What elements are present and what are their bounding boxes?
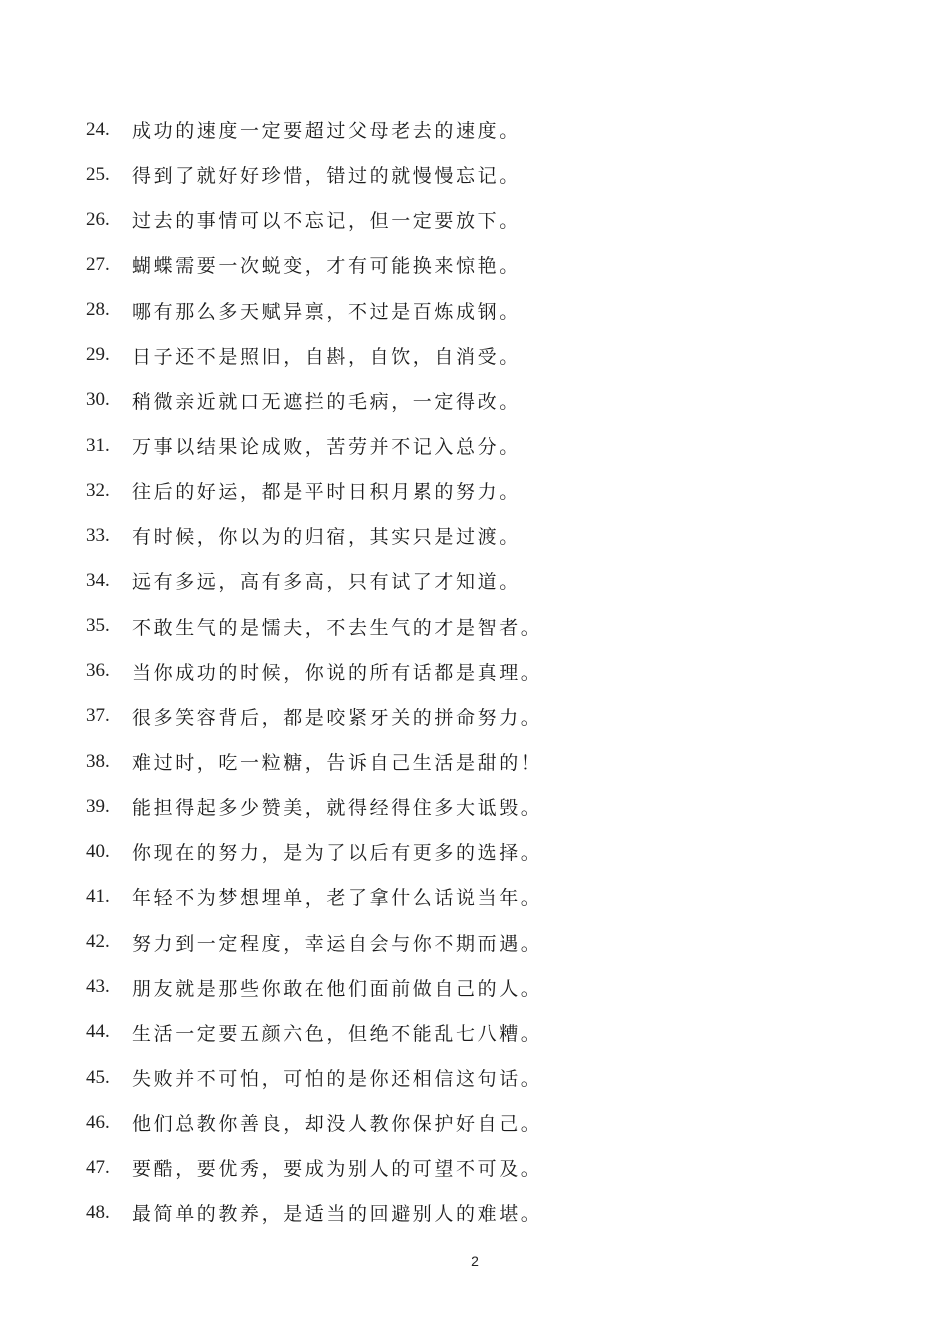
list-item bbox=[86, 920, 542, 965]
list-item bbox=[86, 513, 542, 558]
item-text: 稍微亲近就口无遮拦的毛病，一定得改。 bbox=[132, 390, 521, 413]
item-text: 成功的速度一定要超过父母老去的速度。 bbox=[132, 120, 521, 143]
item-text: 往后的好运，都是平时日积月累的努力。 bbox=[132, 481, 521, 504]
item-text: 得到了就好好珍惜，错过的就慢慢忘记。 bbox=[132, 165, 521, 188]
item-text: 远有多远，高有多高，只有试了才知道。 bbox=[132, 571, 521, 594]
item-text: 你现在的努力，是为了以后有更多的选择。 bbox=[132, 842, 543, 865]
item-number: 32. bbox=[86, 479, 110, 501]
list-item bbox=[86, 152, 542, 197]
list-item bbox=[86, 739, 542, 784]
list-item bbox=[86, 107, 542, 152]
item-text: 蝴蝶需要一次蜕变，才有可能换来惊艳。 bbox=[132, 255, 521, 278]
item-number: 44. bbox=[86, 1021, 110, 1043]
item-number: 33. bbox=[86, 524, 110, 546]
list-item bbox=[86, 604, 542, 649]
item-number: 36. bbox=[86, 660, 110, 682]
list-item bbox=[86, 784, 542, 829]
item-text: 难过时，吃一粒糖，告诉自己生活是甜的！ bbox=[132, 752, 543, 775]
item-number: 29. bbox=[86, 344, 110, 366]
item-text: 他们总教你善良，却没人教你保护好自己。 bbox=[132, 1113, 543, 1136]
item-number: 30. bbox=[86, 389, 110, 411]
list-item bbox=[86, 1190, 542, 1235]
item-number: 38. bbox=[86, 750, 110, 772]
item-text: 哪有那么多天赋异禀，不过是百炼成钢。 bbox=[132, 300, 521, 323]
item-text: 当你成功的时候，你说的所有话都是真理。 bbox=[132, 661, 543, 684]
item-number: 28. bbox=[86, 299, 110, 321]
item-number: 27. bbox=[86, 253, 110, 275]
quote-list bbox=[86, 107, 542, 1236]
item-text: 朋友就是那些你敢在他们面前做自己的人。 bbox=[132, 977, 543, 1000]
item-text: 万事以结果论成败，苦劳并不记入总分。 bbox=[132, 436, 521, 459]
item-number: 43. bbox=[86, 976, 110, 998]
item-number: 41. bbox=[86, 885, 110, 907]
list-item bbox=[86, 378, 542, 423]
item-text: 努力到一定程度，幸运自会与你不期而遇。 bbox=[132, 932, 543, 955]
item-text: 失败并不可怕，可怕的是你还相信这句话。 bbox=[132, 1068, 543, 1091]
item-number: 45. bbox=[86, 1066, 110, 1088]
item-number: 42. bbox=[86, 931, 110, 953]
item-number: 46. bbox=[86, 1111, 110, 1133]
item-text: 年轻不为梦想埋单，老了拿什么话说当年。 bbox=[132, 887, 543, 910]
list-item bbox=[86, 1145, 542, 1190]
item-number: 47. bbox=[86, 1156, 110, 1178]
item-number: 25. bbox=[86, 163, 110, 185]
list-item bbox=[86, 1100, 542, 1145]
list-item bbox=[86, 423, 542, 468]
list-item bbox=[86, 649, 542, 694]
item-text: 能担得起多少赞美，就得经得住多大诋毁。 bbox=[132, 797, 543, 820]
list-item bbox=[86, 1055, 542, 1100]
item-text: 日子还不是照旧，自斟，自饮，自消受。 bbox=[132, 345, 521, 368]
item-text: 过去的事情可以不忘记，但一定要放下。 bbox=[132, 210, 521, 233]
list-item bbox=[86, 874, 542, 919]
list-item bbox=[86, 694, 542, 739]
list-item bbox=[86, 1010, 542, 1055]
item-text: 不敢生气的是懦夫，不去生气的才是智者。 bbox=[132, 616, 543, 639]
page-number: 2 bbox=[471, 1253, 479, 1269]
list-item bbox=[86, 558, 542, 603]
list-item bbox=[86, 288, 542, 333]
item-number: 35. bbox=[86, 615, 110, 637]
item-number: 37. bbox=[86, 705, 110, 727]
item-number: 34. bbox=[86, 569, 110, 591]
list-item bbox=[86, 333, 542, 378]
item-text: 要酷，要优秀，要成为别人的可望不可及。 bbox=[132, 1158, 543, 1181]
item-number: 48. bbox=[86, 1201, 110, 1223]
list-item bbox=[86, 965, 542, 1010]
item-text: 很多笑容背后，都是咬紧牙关的拼命努力。 bbox=[132, 706, 543, 729]
item-number: 24. bbox=[86, 118, 110, 140]
list-item bbox=[86, 197, 542, 242]
item-text: 最简单的教养，是适当的回避别人的难堪。 bbox=[132, 1203, 543, 1226]
item-number: 26. bbox=[86, 208, 110, 230]
item-text: 生活一定要五颜六色，但绝不能乱七八糟。 bbox=[132, 1022, 543, 1045]
item-number: 40. bbox=[86, 840, 110, 862]
item-text: 有时候，你以为的归宿，其实只是过渡。 bbox=[132, 526, 521, 549]
item-number: 39. bbox=[86, 795, 110, 817]
list-item bbox=[86, 242, 542, 287]
list-item bbox=[86, 468, 542, 513]
item-number: 31. bbox=[86, 434, 110, 456]
list-item bbox=[86, 829, 542, 874]
